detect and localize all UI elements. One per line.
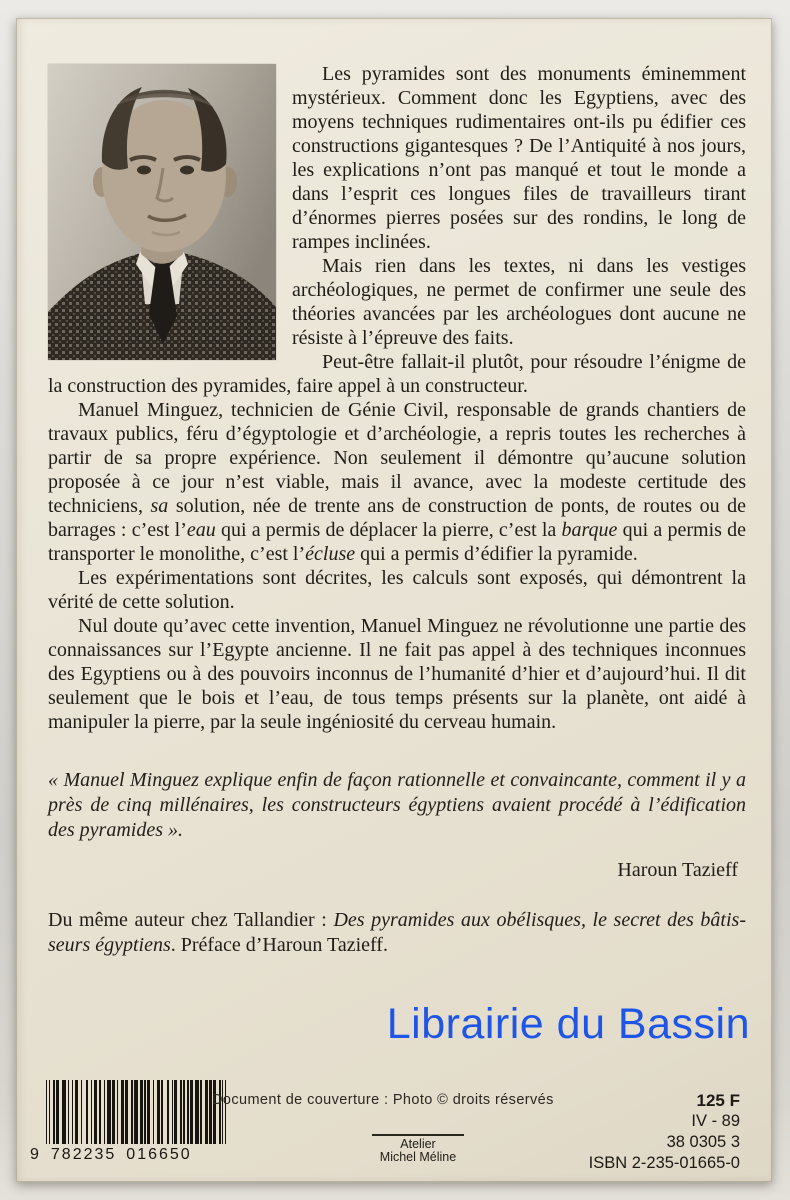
- solution-seg-1: sa: [150, 495, 169, 517]
- stock-code: 38 0305 3: [666, 1133, 740, 1151]
- solution-seg-3: eau: [186, 519, 216, 541]
- author-portrait-illustration: [48, 64, 276, 360]
- edition-code: IV - 89: [691, 1112, 740, 1130]
- barcode: [30, 1080, 210, 1164]
- also-by-title: Des pyramides aux obélisques, le secret des bâtisseurs égyptiens: [48, 909, 746, 956]
- publisher-name-line2: Michel Méline: [379, 1150, 457, 1164]
- barcode-bars: [46, 1080, 210, 1144]
- solution-seg-0: Manuel Minguez, technicien de Génie Civil, responsable de grands chantiers de travaux publics, féru d’égyptologie et d’archéologie, a repris toutes les recherches à partir de sa propre expérience. Non seulement il démontre qu’aucune solution proposée à ce jour n’est viable, mais il avance, avec la modeste certitude des techniciens,: [48, 399, 746, 517]
- solution-seg-8: qui a permis d’édifier la pyramide.: [355, 543, 638, 565]
- quote-attribution: Haroun Tazieff: [617, 859, 738, 881]
- barcode-lead-digit: 9: [30, 1146, 41, 1163]
- paragraph-constructeur: Peut-être fallait-il plutôt, pour résoudre l’énigme de la construction des pyramides, faire appel à un constructeur.: [48, 351, 746, 397]
- paragraph-experimentations: Les expérimentations sont décrites, les calculs sont exposés, qui démontrent la vérité de cette solution.: [48, 567, 746, 613]
- barcode-group1: 782235: [50, 1146, 117, 1163]
- solution-seg-7: écluse: [305, 543, 356, 565]
- bookseller-watermark: Librairie du Bassin: [386, 1000, 750, 1048]
- price: 125 F: [696, 1091, 740, 1110]
- solution-seg-6: qui a permis de transporter le monolithe, c’est l’: [48, 519, 746, 565]
- book-back-cover: [16, 18, 772, 1182]
- barcode-group2: 016650: [126, 1146, 192, 1163]
- paragraph-solution: [48, 398, 746, 566]
- barcode-digits: [30, 1146, 210, 1164]
- also-by-suffix: . Préface d’Haroun Tazieff.: [170, 934, 388, 956]
- blurb-text-area: [16, 18, 772, 958]
- paragraph-archeology: Mais rien dans les textes, ni dans les vestiges archéologiques, ne permet de confirmer une seule des théories avancées par les archéologues dont aucune ne résiste à l’épreuve des faits.: [292, 255, 746, 349]
- price-and-codes-block: [589, 1090, 740, 1174]
- publisher-logo-rule: [372, 1134, 464, 1136]
- paragraph-conclusion: Nul doute qu’avec cette invention, Manuel Minguez ne révolutionne une partie des connaissances sur l’Egypte ancienne. Il ne fait pas appel à des techniques inconnues des Egyptiens ou à des pouvoirs inconnus de l’humanité d’hier et d’aujourd’hui. Il dit seulement que le bois et l’eau, de tous temps présents sur la planète, ont aidé à manipuler la pierre, par la seule ingéniosité du cerveau humain.: [48, 615, 746, 733]
- also-by-prefix: Du même auteur chez Tallandier :: [48, 909, 334, 931]
- also-by-line: [48, 908, 746, 958]
- tazieff-quote: « Manuel Minguez explique enfin de façon rationnelle et convaincante, comment il y a près de cinq millénaires, les constructeurs égyptiens avaient procédé à l’édification des pyramides ».: [48, 769, 746, 841]
- solution-seg-4: qui a permis de déplacer la pierre, c’est la: [215, 519, 562, 541]
- paragraph-intro: Les pyramides sont des monuments éminemment mystérieux. Comment donc les Egyptiens, avec des moyens techniques rudimentaires ont-ils pu édifier ces constructions gigantesques ? De l’Antiquité à nos jours, les explications n’ont pas manqué et tout le monde a dans l’esprit ces longues files de travailleurs tirant d’énormes pierres posées sur des rondins, le long de rampes inclinées.: [292, 63, 746, 253]
- isbn: ISBN 2-235-01665-0: [588, 1154, 740, 1172]
- publisher-logo: [368, 1134, 468, 1164]
- publisher-name-line1: Atelier: [400, 1137, 436, 1151]
- cover-credit-line: Document de couverture : Photo © droits réservés: [212, 1092, 554, 1108]
- solution-seg-2: solution, née de trente ans de construction de ponts, de routes ou de barrages : c’est l’: [48, 495, 746, 541]
- solution-seg-5: barque: [561, 519, 618, 541]
- author-photo: [48, 64, 276, 360]
